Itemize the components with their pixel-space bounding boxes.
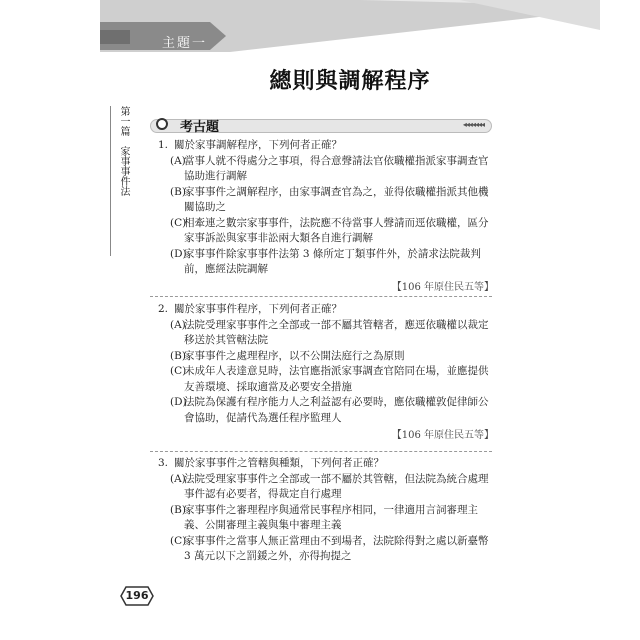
question-stem: 關於家事事件之管轄與種類，下列何者正確？ <box>174 457 384 469</box>
divider <box>150 296 492 297</box>
section-circle-icon <box>156 118 168 130</box>
option-a <box>158 154 494 185</box>
question-3 <box>158 456 494 565</box>
page-title: 總則與調解程序 <box>269 69 431 94</box>
question-stem: 關於家事調解程序，下列何者正確？ <box>174 139 342 151</box>
page-number-badge <box>120 586 154 606</box>
option-text: 法院受理家事事件之全部或一部不屬其管轄者，應逕依職權以裁定移送於其管轄法院 <box>184 318 489 346</box>
option-d <box>158 247 494 278</box>
question-source: 【106 年原住民五等】 <box>391 281 494 293</box>
option-text: 法院受理家事事件之全部或一部不屬於其管轄，但法院為統合處理事件認有必要者，得裁定自行處理 <box>184 472 489 500</box>
option-text: 當事人就不得處分之事項，得合意聲請法官依職權指派家事調查官協助進行調解 <box>184 154 489 182</box>
question-number: 1. <box>158 139 169 151</box>
option-key: (C) <box>170 365 187 377</box>
option-key: (B) <box>170 503 186 516</box>
option-text: 家事事件除家事事件法第 3 條所定丁類事件外，於請求法院裁判前，應經法院調解 <box>184 247 481 275</box>
option-key: (D) <box>170 247 187 260</box>
option-text: 家事事件之審理程序與通常民事程序相同，一律適用言詞審理主義、公開審理主義與集中審理主義 <box>184 503 478 531</box>
question-1 <box>158 138 494 295</box>
option-key: (B) <box>170 349 186 362</box>
option-c <box>158 534 494 565</box>
option-c <box>158 216 494 247</box>
option-text: 未成年人表達意見時，法官應指派家事調查官陪同在場，並應提供友善環境、採取適當及必要安全措施 <box>184 365 489 393</box>
option-key: (C) <box>170 534 187 547</box>
option-text: 法院為保護有程序能力人之利益認有必要時，應依職權敦促律師公會協助，促請代為選任程序監理人 <box>184 396 489 424</box>
question-number: 3. <box>158 457 169 469</box>
question-number: 2. <box>158 303 169 315</box>
section-arrows-icon: ◂◂◂◂◂◂◂ <box>462 120 484 129</box>
page-number: 196 <box>125 589 149 602</box>
option-b <box>158 503 494 534</box>
option-key: (D) <box>170 396 187 408</box>
banner-label: 主題一 <box>162 36 208 51</box>
option-key: (A) <box>170 154 186 167</box>
option-text: 相牽連之數宗家事事件，法院應不待當事人聲請而逕依職權，區分家事訴訟與家事非訟兩大類各自進行調解 <box>184 216 489 244</box>
option-b <box>158 349 494 365</box>
side-chapter-label: 第一篇 家事事件法 <box>110 106 129 256</box>
option-key: (A) <box>170 318 186 331</box>
option-d <box>158 395 494 426</box>
option-c <box>158 364 494 395</box>
question-stem: 關於家事事件程序，下列何者正確？ <box>174 303 342 315</box>
question-source: 【106 年原住民五等】 <box>391 430 494 441</box>
section-title: 考古題 <box>180 120 220 135</box>
option-key: (C) <box>170 216 187 229</box>
option-a <box>158 318 494 349</box>
option-key: (B) <box>170 185 186 198</box>
option-text: 家事事件之當事人無正當理由不到場者，法院除得對之處以新臺幣 3 萬元以下之罰鍰之外，亦得拘提之 <box>184 534 489 562</box>
question-2 <box>158 302 494 444</box>
option-text: 家事事件之處理程序，以不公開法庭行之為原則 <box>184 349 405 362</box>
option-a <box>158 472 494 503</box>
option-key: (A) <box>170 472 186 485</box>
divider <box>150 451 492 452</box>
section-header <box>150 116 490 134</box>
option-text: 家事事件之調解程序，由家事調查官為之，並得依職權指派其他機關協助之 <box>184 185 489 213</box>
option-b <box>158 185 494 216</box>
